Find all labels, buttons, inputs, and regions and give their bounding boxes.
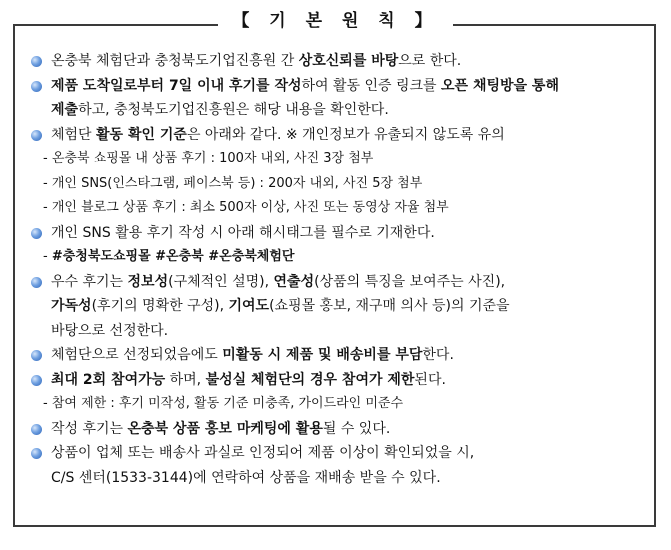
bullet-dot-icon — [31, 424, 42, 435]
emphasis-text: 정보성 — [127, 273, 169, 290]
body-text: (쇼핑몰 홍보, 재구매 의사 등)의 기준을 — [269, 298, 510, 314]
body-text: 개인 SNS 활용 후기 작성 시 아래 해시태그를 필수로 기재한다. — [51, 224, 435, 241]
body-text: 온충북 체험단과 충청북도기업진흥원 간 — [51, 53, 299, 69]
body-text: 은 아래와 같다. ※ 개인정보가 유출되지 않도록 유의 — [186, 126, 505, 143]
body-text: 으로 한다. — [398, 53, 462, 69]
bullet-dot-icon — [31, 277, 42, 288]
bullet-item — [30, 270, 640, 295]
sub-item — [30, 392, 640, 417]
body-text: 작성 후기는 — [51, 420, 128, 437]
page-title: 【 기 본 원 칙 】 — [218, 9, 452, 33]
bullet-dot-icon — [31, 375, 42, 386]
body-text: (구체적인 설명), — [168, 273, 274, 290]
body-text: 하며, — [165, 371, 206, 388]
bullet-dot-icon — [31, 56, 42, 67]
sub-item — [30, 147, 640, 172]
emphasis-text: 기여도 — [228, 298, 270, 314]
emphasis-text: 활동 확인 기준 — [96, 126, 187, 143]
emphasis-text: 최대 2회 참여가능 — [51, 371, 166, 388]
bullet-item — [30, 417, 640, 442]
body-text: 하여 활동 인증 링크를 — [301, 77, 442, 94]
body-text: C/S 센터(1533-3144)에 연락하여 상품을 재배송 받을 수 있다. — [51, 469, 441, 486]
body-text: 우수 후기는 — [51, 273, 128, 290]
bullet-item — [30, 343, 640, 368]
emphasis-text: 제품 도착일로부터 7일 이내 후기를 작성 — [51, 77, 302, 94]
body-text: - 참여 제한 : 후기 미작성, 활동 기준 미충족, 가이드라인 미준수 — [43, 396, 404, 411]
continuation-line — [30, 466, 640, 491]
continuation-line — [30, 319, 640, 344]
body-text: 한다. — [422, 347, 454, 363]
sub-item — [30, 172, 640, 197]
bullet-dot-icon — [31, 130, 42, 141]
bullet-item — [30, 221, 640, 246]
continuation-line — [30, 98, 640, 123]
body-text: 체험단 — [51, 126, 97, 143]
bullet-item — [30, 123, 640, 148]
principles-list — [30, 49, 640, 490]
sub-item — [30, 196, 640, 221]
bullet-dot-icon — [31, 350, 42, 361]
emphasis-text: 가독성 — [51, 298, 92, 314]
bullet-item — [30, 49, 640, 74]
emphasis-text: 온충북 상품 홍보 마케팅에 활용 — [127, 420, 323, 437]
emphasis-text: 제출 — [51, 102, 79, 118]
bullet-item — [30, 441, 640, 466]
emphasis-text: 미활동 시 제품 및 배송비를 부담 — [222, 347, 423, 363]
bullet-dot-icon — [31, 448, 42, 459]
emphasis-text: 오픈 채팅방을 통해 — [441, 77, 559, 94]
body-text: 상품이 업체 또는 배송사 과실로 인정되어 제품 이상이 확인되었을 시, — [51, 445, 475, 461]
body-text: - 개인 SNS(인스타그램, 페이스북 등) : 200자 내외, 사진 5장 첨부 — [43, 175, 423, 191]
emphasis-text: #충청북도쇼핑몰 #온충북 #온충북체험단 — [51, 249, 295, 264]
body-text: (상품의 특징을 보여주는 사진), — [314, 273, 506, 290]
body-text: 체험단으로 선정되었음에도 — [51, 347, 223, 363]
bullet-dot-icon — [31, 81, 42, 92]
body-text: - — [43, 249, 52, 264]
body-text: 될 수 있다. — [322, 420, 391, 437]
body-text: 된다. — [414, 371, 446, 388]
body-text: 하고, 충청북도기업진흥원은 해당 내용을 확인한다. — [78, 102, 389, 118]
body-text: (후기의 명확한 구성), — [91, 298, 229, 314]
continuation-line — [30, 294, 640, 319]
emphasis-text: 불성실 체험단의 경우 참여가 제한 — [205, 371, 415, 388]
body-text: - 온충북 쇼핑몰 내 상품 후기 : 100자 내외, 사진 3장 첨부 — [43, 151, 374, 166]
body-text: - 개인 블로그 상품 후기 : 최소 500자 이상, 사진 또는 동영상 자율 첨부 — [43, 200, 449, 215]
sub-item — [30, 245, 640, 270]
bullet-item — [30, 74, 640, 99]
bullet-item — [30, 368, 640, 393]
body-text: 바탕으로 선정한다. — [51, 322, 169, 339]
emphasis-text: 상호신뢰를 바탕 — [298, 53, 399, 69]
emphasis-text: 연출성 — [273, 273, 315, 290]
bullet-dot-icon — [31, 228, 42, 239]
title-area — [0, 9, 671, 33]
